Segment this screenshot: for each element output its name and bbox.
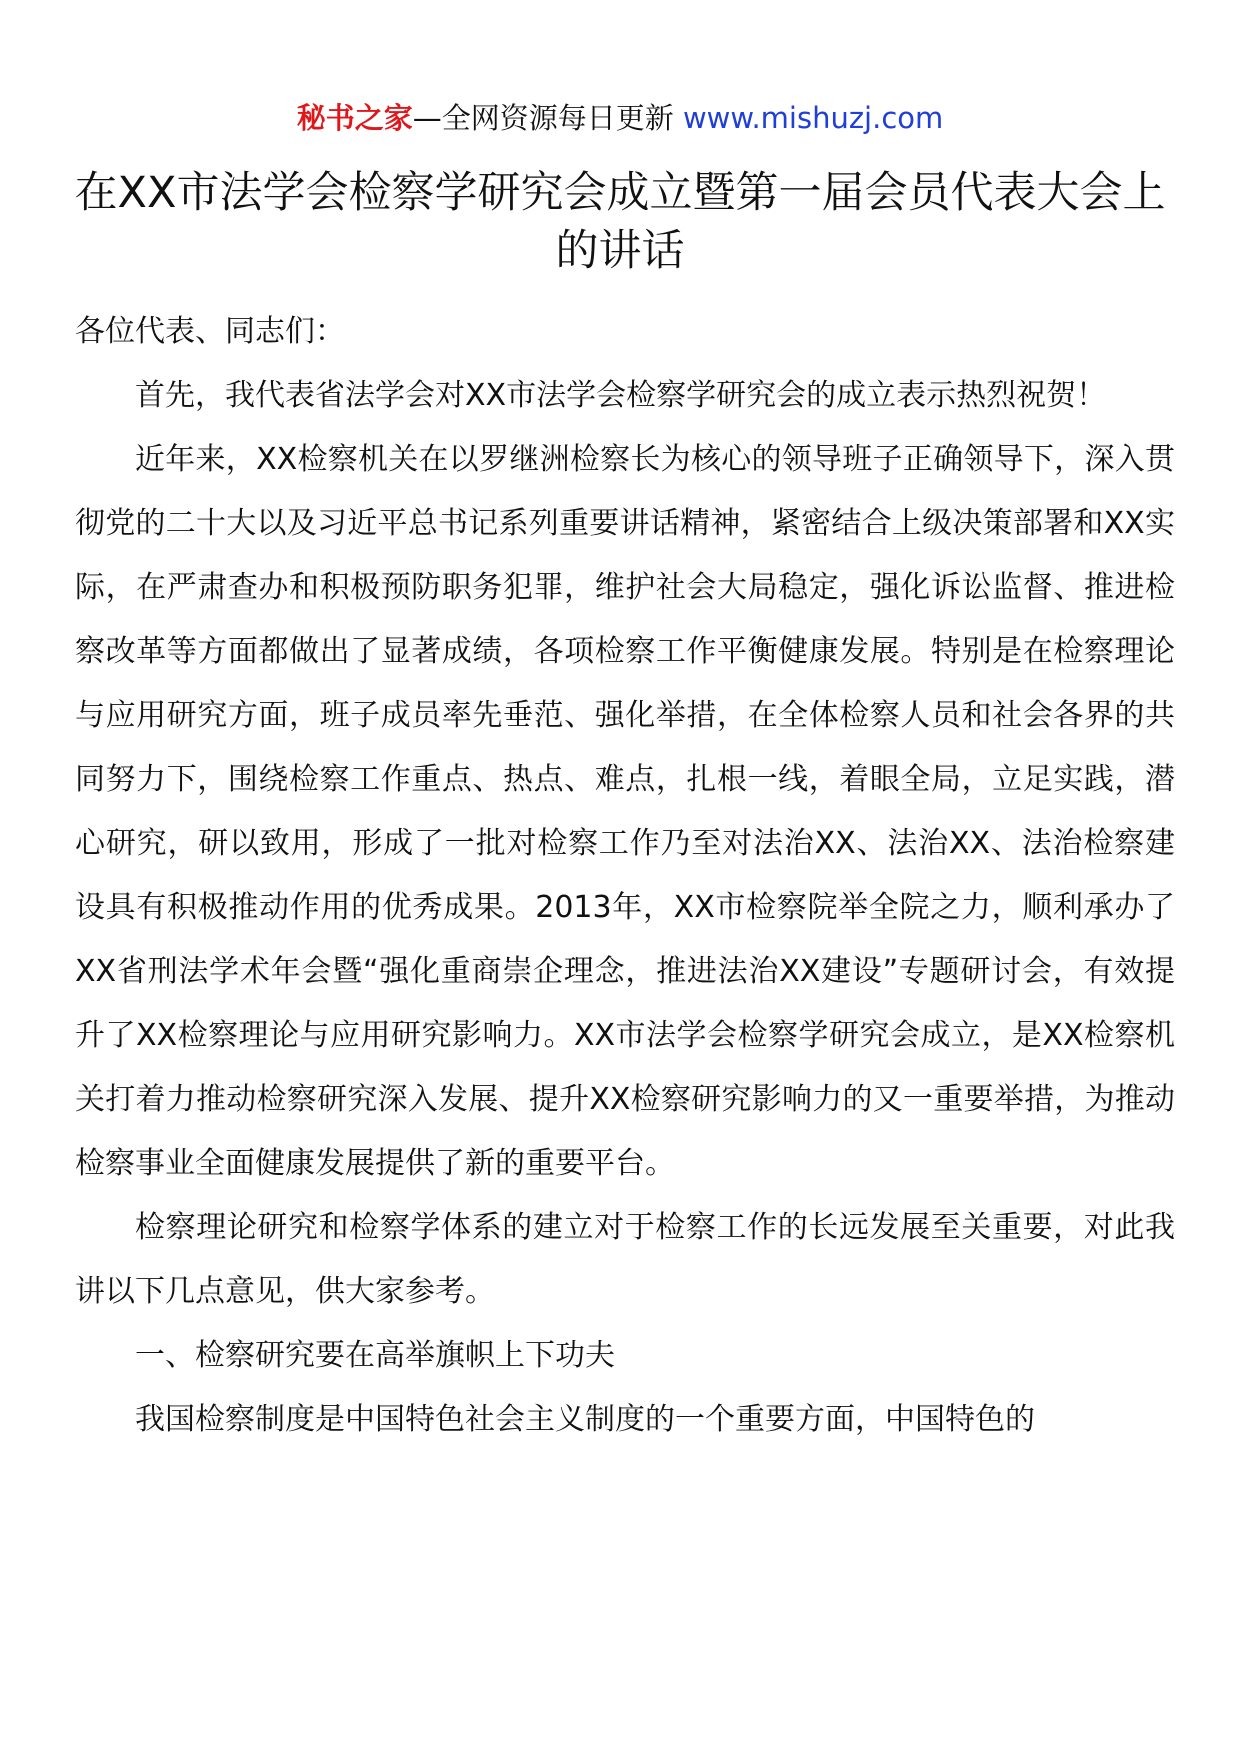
paragraph-opening: 首先，我代表省法学会对XX市法学会检察学研究会的成立表示热烈祝贺！ (135, 378, 1107, 413)
paragraph-achievements: 近年来，XX检察机关在以罗继洲检察长为核心的领导班子正确领导下，深入贯彻党的二十大以及习近平总书记系列重要讲话精神，紧密结合上级决策部署和XX实际，在严肃查办和积极预防职务犯罪，维护社会大局稳定，强化诉讼监督、推进检察改革等方面都做出了显著成绩，各项检察工作平衡健康发展。特别是在检察理论与应用研究方面，班子成员率先垂范、强化举措，在全体检察人员和社会各界的共同努力下，围绕检察工作重点、热点、难点，扎根一线，着眼全局，立足实践，潜心研究，研以致用，形成了一批对检察工作乃至对法治XX、法治XX、法治检察建设具有积极推动作用的优秀成果。2013年，XX市检察院举全院之力，顺利承办了XX省刑法学术年会暨“强化重商崇企理念，推进法治XX建设”专题研讨会，有效提升了XX检察理论与应用研究影响力。XX市法学会检察学研究会成立，是XX检察机关打着力推动检察研究深入发展、提升XX检察研究影响力的又一重要举措，为推动检察事业全面健康发展提供了新的重要平台。 (75, 442, 1175, 1181)
site-header (0, 100, 1240, 136)
paragraph-continued: 我国检察制度是中国特色社会主义制度的一个重要方面，中国特色的 (135, 1402, 1035, 1437)
tagline: —全网资源每日更新 (412, 101, 683, 135)
brand-name: 秘书之家 (296, 101, 413, 135)
salutation: 各位代表、同志们： (75, 314, 345, 349)
section-heading: 一、检察研究要在高举旗帜上下功夫 (135, 1338, 615, 1373)
paragraph-intro-points: 检察理论研究和检察学体系的建立对于检察工作的长远发展至关重要，对此我讲以下几点意见，供大家参考。 (75, 1210, 1175, 1309)
site-link[interactable]: www.mishuzj.com (682, 101, 944, 135)
document-body (75, 300, 1175, 1452)
document-title: 在XX市法学会检察学研究会成立暨第一届会员代表大会上的讲话 (74, 168, 1166, 276)
